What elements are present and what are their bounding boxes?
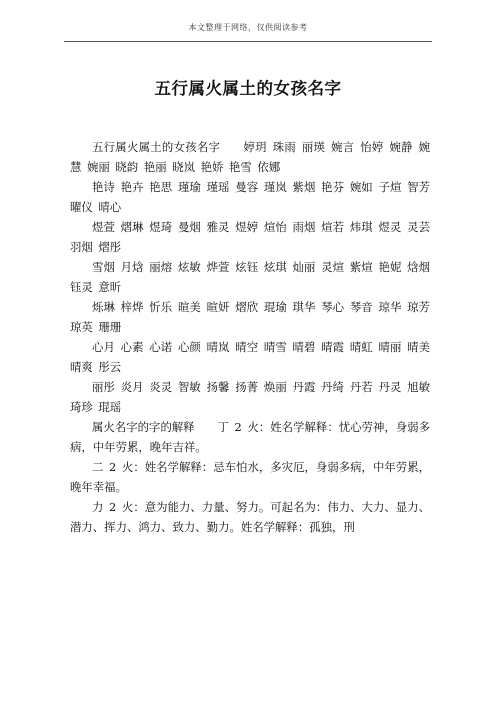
paragraph: 丽彤 炎月 炎灵 智敏 扬馨 扬菁 焕丽 丹霞 丹绮 丹若 丹灵 旭敏 琦珍 琨瑶 (70, 380, 430, 414)
document-body (70, 137, 430, 537)
paragraph: 烁琳 梓烨 忻乐 暄美 暄妍 熠欣 琨瑜 琪华 琴心 琴音 琼华 琼芳 琼英 珊珊 (70, 300, 430, 334)
paragraph: 心月 心素 心诺 心颜 晴岚 晴空 晴雪 晴碧 晴霞 晴虹 晴丽 晴美 晴爽 彤云 (70, 340, 430, 374)
paragraph: 属火名字的字的解释 丁 2 火：姓名学解释：忧心劳神，身弱多病，中年劳累，晚年吉祥。 (70, 420, 430, 454)
paragraph: 五行属火属土的女孩名字 婷玥 珠雨 丽瑛 婉言 怡婷 婉静 婉慧 婉丽 晓韵 艳丽 晓岚 艳娇 艳雪 依娜 (70, 140, 430, 174)
document-title: 五行属火属土的女孩名字 (154, 79, 342, 98)
paragraph: 二 2 火：姓名学解释：忌车怕水，多灾厄，身弱多病，中年劳累，晚年幸福。 (70, 460, 430, 494)
paragraph: 煜萱 熠琳 煜琦 曼烟 雅灵 煜婷 煊怡 雨烟 煊若 炜琪 煜灵 灵芸 羽烟 熠彤 (70, 220, 430, 254)
header-divider (64, 41, 432, 42)
paragraph: 雪烟 月焓 丽熔 炫敏 烨萱 炫钰 炫琪 灿丽 灵煊 紫煊 艳妮 焓烟 钰灵 意昕 (70, 260, 430, 294)
page-header-notice: 本文整理于网络，仅供阅读参考 (188, 23, 308, 32)
paragraph: 艳诗 艳卉 艳思 瑾瑜 瑾瑶 曼容 瑾岚 紫烟 艳芬 婉如 子煊 智芳 曜仪 晴心 (70, 180, 430, 214)
paragraph: 力 2 火：意为能力、力量、努力。可起名为：伟力、大力、显力、潜力、挥力、鸿力、致力、勤力。姓名学解释：孤独，刑 (70, 500, 430, 534)
